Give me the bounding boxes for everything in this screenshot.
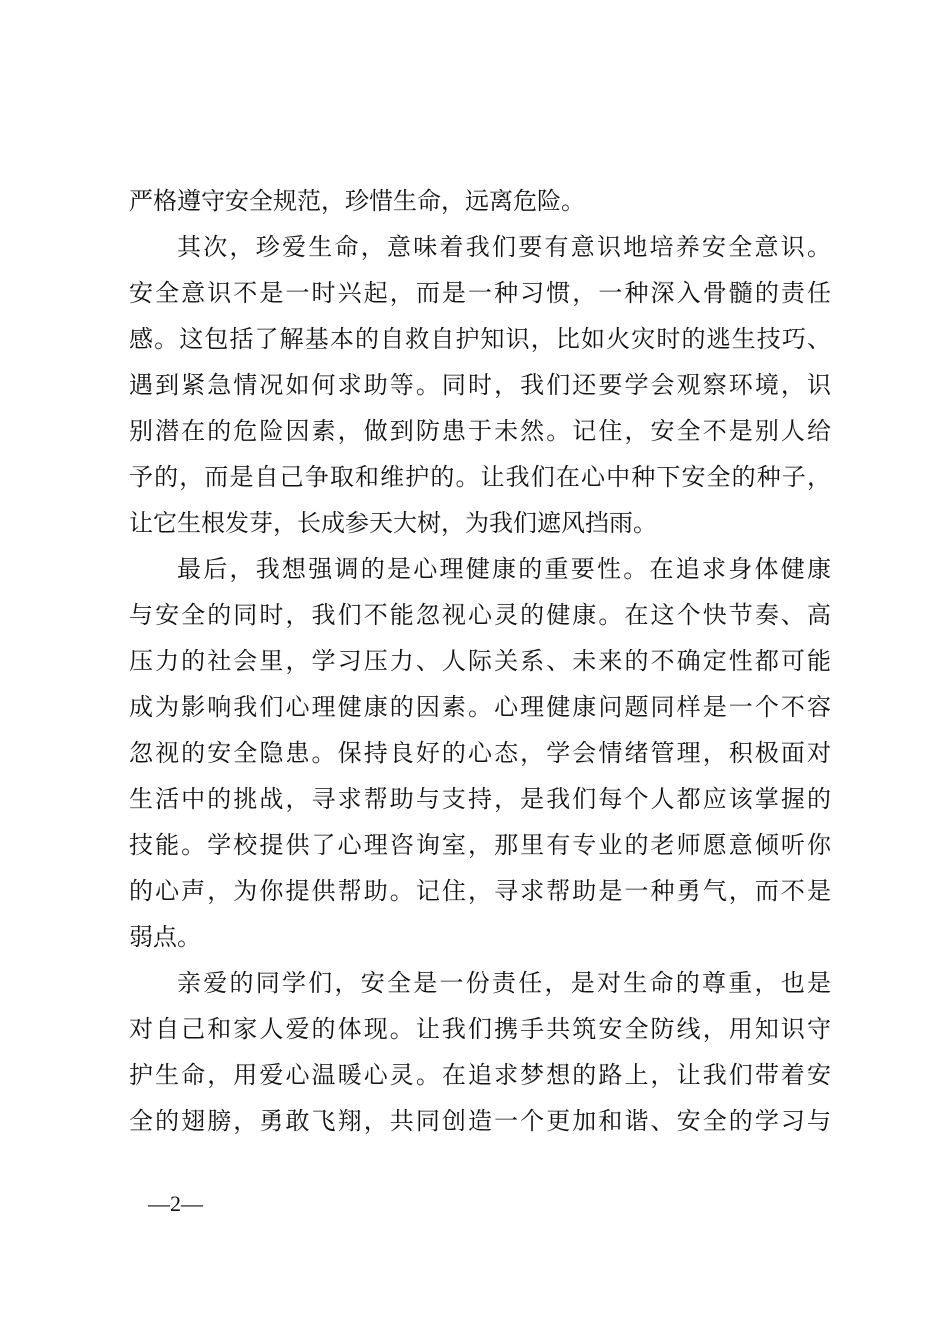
paragraph-line: 弱点。 [129,923,201,951]
paragraph-line: 让它生根发芽，长成参天大树，为我们遮风挡雨。 [129,509,657,537]
paragraph-first-line: 最后，我想强调的是心理健康的重要性。在追求身体健康 [177,555,831,583]
paragraph-line: 对自己和家人爱的体现。让我们携手共筑安全防线，用知识守 [129,1015,831,1043]
paragraph-line: 成为影响我们心理健康的因素。心理健康问题同样是一个不容 [129,693,831,721]
document-body [129,178,831,1144]
paragraph-first-line: 亲爱的同学们，安全是一份责任，是对生命的尊重，也是 [177,969,831,997]
paragraph-line: 生活中的挑战，寻求帮助与支持，是我们每个人都应该掌握的 [129,785,831,813]
paragraph-line: 别潜在的危险因素，做到防患于未然。记住，安全不是别人给 [129,417,831,445]
paragraph-line: 压力的社会里，学习压力、人际关系、未来的不确定性都可能 [129,647,831,675]
paragraph-line: 感。这包括了解基本的自救自护知识，比如火灾时的逃生技巧、 [129,325,831,353]
paragraph-line: 全的翅膀，勇敢飞翔，共同创造一个更加和谐、安全的学习与 [129,1107,831,1135]
paragraph-line: 忽视的安全隐患。保持良好的心态，学会情绪管理，积极面对 [129,739,831,767]
paragraph-line: 予的，而是自己争取和维护的。让我们在心中种下安全的种子， [129,463,831,491]
paragraph-line: 技能。学校提供了心理咨询室，那里有专业的老师愿意倾听你 [129,831,831,859]
paragraph-line: 与安全的同时，我们不能忽视心灵的健康。在这个快节奏、高 [129,601,831,629]
paragraph-first-line: 其次，珍爱生命，意味着我们要有意识地培养安全意识。 [177,233,831,261]
paragraph-line: 严格遵守安全规范，珍惜生命，远离危险。 [129,187,585,215]
page-number: —2— [148,1191,203,1216]
paragraph-line: 安全意识不是一时兴起，而是一种习惯，一种深入骨髓的责任 [129,279,831,307]
paragraph-line: 的心声，为你提供帮助。记住，寻求帮助是一种勇气，而不是 [129,877,831,905]
paragraph-line: 遇到紧急情况如何求助等。同时，我们还要学会观察环境，识 [129,371,831,399]
paragraph-line: 护生命，用爱心温暖心灵。在追求梦想的路上，让我们带着安 [129,1061,831,1089]
